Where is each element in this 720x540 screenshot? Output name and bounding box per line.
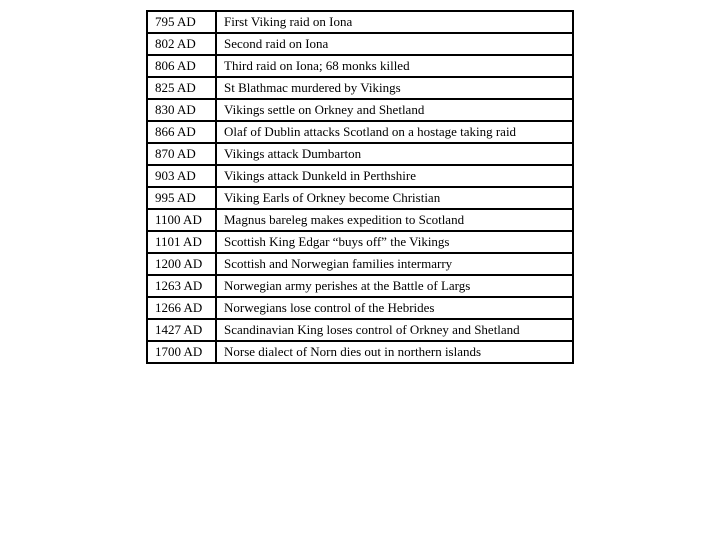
table-row [147,319,573,341]
year-cell: 1263 AD [147,275,216,297]
table-row [147,33,573,55]
table-row [147,11,573,33]
table-row [147,121,573,143]
event-cell: Vikings attack Dunkeld in Perthshire [216,165,573,187]
table-row [147,77,573,99]
event-cell: Vikings attack Dumbarton [216,143,573,165]
year-cell: 866 AD [147,121,216,143]
year-cell: 825 AD [147,77,216,99]
year-cell: 830 AD [147,99,216,121]
event-cell: St Blathmac murdered by Vikings [216,77,573,99]
year-cell: 995 AD [147,187,216,209]
event-cell: Viking Earls of Orkney become Christian [216,187,573,209]
event-cell: Norse dialect of Norn dies out in northern islands [216,341,573,363]
event-cell: Magnus bareleg makes expedition to Scotland [216,209,573,231]
event-cell: Second raid on Iona [216,33,573,55]
table-row [147,275,573,297]
table-row [147,143,573,165]
event-cell: Third raid on Iona; 68 monks killed [216,55,573,77]
table-row [147,165,573,187]
year-cell: 1100 AD [147,209,216,231]
year-cell: 1700 AD [147,341,216,363]
event-cell: Scottish King Edgar “buys off” the Vikings [216,231,573,253]
table-row [147,209,573,231]
year-cell: 1200 AD [147,253,216,275]
year-cell: 870 AD [147,143,216,165]
event-cell: First Viking raid on Iona [216,11,573,33]
table-row [147,99,573,121]
year-cell: 795 AD [147,11,216,33]
year-cell: 903 AD [147,165,216,187]
year-cell: 806 AD [147,55,216,77]
year-cell: 802 AD [147,33,216,55]
year-cell: 1266 AD [147,297,216,319]
table-row [147,55,573,77]
event-cell: Scottish and Norwegian families intermarry [216,253,573,275]
event-cell: Norwegians lose control of the Hebrides [216,297,573,319]
year-cell: 1427 AD [147,319,216,341]
table-row [147,341,573,363]
event-cell: Vikings settle on Orkney and Shetland [216,99,573,121]
table-row [147,253,573,275]
event-cell: Scandinavian King loses control of Orkney and Shetland [216,319,573,341]
event-cell: Norwegian army perishes at the Battle of Largs [216,275,573,297]
event-cell: Olaf of Dublin attacks Scotland on a hostage taking raid [216,121,573,143]
table-row [147,231,573,253]
table-row [147,187,573,209]
table-row [147,297,573,319]
year-cell: 1101 AD [147,231,216,253]
timeline-table [146,10,574,364]
